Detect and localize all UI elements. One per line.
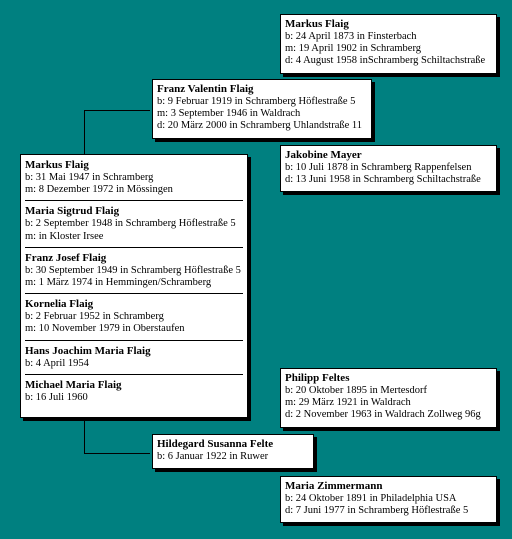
person-birth: b: 24 Oktober 1891 in Philadelphia USA [285,493,457,504]
child-entry[interactable] [25,159,243,196]
child-birth: b: 2 September 1948 in Schramberg Höflestraße 5 [25,218,236,230]
child-entry[interactable] [25,252,243,289]
father-connector-horizontal [84,110,150,111]
divider [25,200,243,201]
person-box-paternal-grandmother[interactable] [280,145,497,192]
person-name: Maria Zimmermann [285,480,383,492]
person-birth: b: 6 Januar 1922 in Ruwer [157,451,269,462]
child-entry[interactable] [25,298,243,335]
person-box-paternal-grandfather[interactable] [280,14,497,74]
person-box-maternal-grandmother[interactable] [280,476,497,523]
child-name: Maria Sigtrud Flaig [25,205,120,218]
child-name: Hans Joachim Maria Flaig [25,344,151,357]
divider [25,247,243,248]
divider [25,293,243,294]
mother-connector-horizontal [84,453,150,454]
child-marriage: m: 1 März 1974 in Hemmingen/Schramberg [25,277,212,289]
person-birth: b: 20 Oktober 1895 in Mertesdorf [285,385,428,396]
person-marriage: m: 29 März 1921 in Waldrach [285,397,411,409]
person-name: Hildegard Susanna Felte [157,438,274,450]
person-death: d: 7 Juni 1977 in Schramberg Höflestraße 5 [285,505,469,517]
child-name: Kornelia Flaig [25,298,94,311]
child-entry[interactable] [25,205,243,242]
person-birth: b: 24 April 1873 in Finsterbach [285,31,417,42]
child-marriage: m: 8 Dezember 1972 in Mössingen [25,184,173,196]
person-death: d: 4 August 1958 inSchramberg Schiltachstraße [285,55,486,67]
person-death: d: 2 November 1963 in Waldrach Zollweg 96g [285,409,481,421]
person-birth: b: 9 Februar 1919 in Schramberg Höflestraße 5 [157,96,356,107]
divider [25,340,243,341]
person-marriage: m: 19 April 1902 in Schramberg [285,43,422,55]
person-name: Markus Flaig [285,18,349,30]
divider [25,374,243,375]
children-box [20,154,248,418]
child-name: Franz Josef Flaig [25,251,107,264]
child-name: Michael Maria Flaig [25,378,122,391]
person-death: d: 13 Juni 1958 in Schramberg Schiltachstraße [285,174,481,186]
person-box-mother[interactable] [152,434,314,469]
person-box-father[interactable] [152,79,372,139]
child-birth: b: 2 Februar 1952 in Schramberg [25,311,164,323]
child-birth: b: 30 September 1949 in Schramberg Höflestraße 5 [25,264,241,276]
person-name: Philipp Feltes [285,372,350,384]
child-birth: b: 31 Mai 1947 in Schramberg [25,172,154,183]
person-death: d: 20 März 2000 in Schramberg Uhlandstraße 11 [157,120,362,132]
child-name: Markus Flaig [25,159,89,171]
child-entry[interactable] [25,345,243,370]
person-marriage: m: 3 September 1946 in Waldrach [157,108,301,120]
person-name: Franz Valentin Flaig [157,83,254,95]
person-birth: b: 10 Juli 1878 in Schramberg Rappenfelsen [285,162,472,173]
person-name: Jakobine Mayer [285,149,362,161]
father-connector-vertical [84,110,85,156]
mother-connector-vertical [84,418,85,453]
child-birth: b: 16 Juli 1960 [25,391,88,403]
child-marriage: m: 10 November 1979 in Oberstaufen [25,323,185,335]
child-entry[interactable] [25,379,243,404]
child-birth: b: 4 April 1954 [25,357,89,369]
person-box-maternal-grandfather[interactable] [280,368,497,428]
child-marriage: m: in Kloster Irsee [25,230,104,242]
